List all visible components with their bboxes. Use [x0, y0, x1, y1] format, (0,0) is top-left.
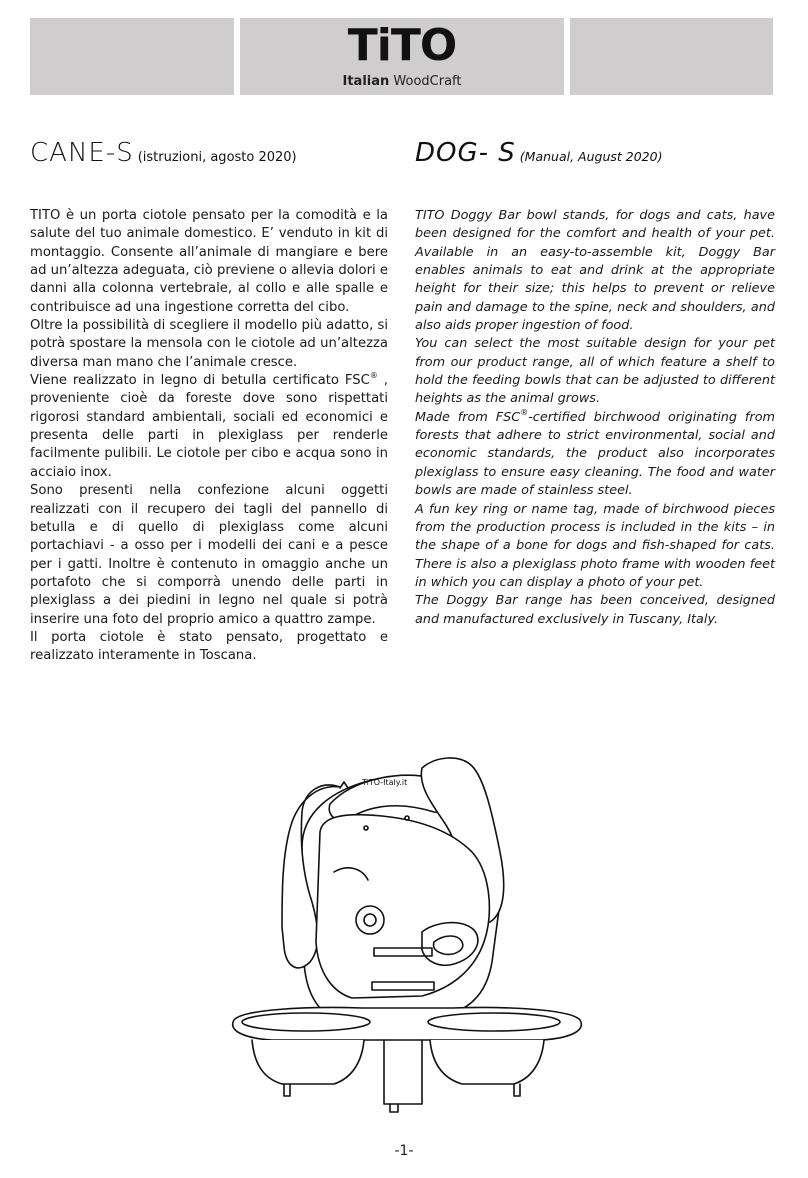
tagline-rest: WoodCraft — [393, 74, 462, 89]
engraving-text: TiTO-Italy.it — [362, 778, 408, 787]
title-italian-main: CANE-S — [30, 138, 134, 168]
registered-mark: ® — [520, 407, 529, 417]
english-paragraph-3 — [415, 409, 775, 501]
brand-tagline — [240, 74, 564, 90]
dog-bowl-stand-illustration — [222, 752, 588, 1118]
italian-paragraph-3 — [30, 372, 388, 482]
english-text-column — [415, 207, 775, 629]
brand-logo — [240, 18, 564, 95]
page-number: -1- — [394, 1143, 414, 1159]
english-p3-start: Made from FSC — [415, 409, 521, 425]
title-english-main: DOG- S — [415, 138, 516, 168]
italian-paragraph-4: Sono presenti nella confezione alcuni oggetti realizzati con il recupero dei tagli del pannello di betulla e di quello di plexiglass come alcuni portachiavi - a osso per i modelli dei cani e a pesce per i gatti. Inoltre è contenuto in omaggio anche un portafoto che si comporrà unendo delle parti in plexiglass a dei piedini in legno nel quale si potrà inserire una foto del proprio amico a quattro zampe. — [30, 483, 388, 627]
title-italian — [30, 138, 297, 168]
italian-p3-start: Viene realizzato in legno di betulla certificato FSC — [30, 373, 370, 389]
header-bar-right — [570, 18, 773, 95]
brand-name: TiTO — [347, 20, 457, 71]
tagline-bold: Italian — [342, 74, 390, 89]
english-paragraph-5: The Doggy Bar range has been conceived, designed and manufactured exclusively in Tuscany, Italy. — [415, 593, 775, 627]
italian-paragraph-5: Il porta ciotole è stato pensato, progettato e realizzato interamente in Toscana. — [30, 629, 388, 664]
english-paragraph-2: You can select the most suitable design for your pet from our product range, all of which feature a shelf to hold the feeding bowls that can be adjusted to different heights as the animal grows. — [415, 336, 775, 407]
title-italian-sub: (istruzioni, agosto 2020) — [137, 150, 297, 165]
italian-p3-end: , proveniente cioè da foreste dove sono rispettati rigorosi standard ambientali, sociali ed economici e presenta delle parti in plexiglass per renderle facilmente pulibili. Le ciotole per cibo e acqua sono in acciaio inox. — [30, 373, 388, 480]
header-bar-left — [30, 18, 234, 95]
english-paragraph-4: A fun key ring or name tag, made of birchwood pieces from the production process is included in the kits – in the shape of a bone for dogs and fish-shaped for cats. There is also a plexiglass photo frame with wooden feet in which you can display a photo of your pet. — [415, 501, 775, 590]
title-english-sub: (Manual, August 2020) — [519, 149, 663, 164]
italian-text-column — [30, 207, 388, 666]
registered-mark: ® — [369, 371, 378, 381]
english-paragraph-1: TITO Doggy Bar bowl stands, for dogs and cats, have been designed for the comfort and health of your pet. Available in an easy-to-assemble kit, Doggy Bar enables animals to eat and drink at the appropriate height for their size; this helps to prevent or relieve pain and damage to the spine, neck and shoulders, and also aids proper ingestion of food. — [415, 208, 775, 334]
italian-paragraph-1: TITO è un porta ciotole pensato per la comodità e la salute del tuo animale domestico. E’ venduto in kit di montaggio. Consente all’animale di mangiare e bere ad un’altezza adeguata, ciò previene o allevia dolori e danni alla colonna vertebrale, al collo e alle spalle e contribuisce ad una ingestione corretta del cibo. — [30, 208, 388, 315]
title-english — [415, 138, 662, 168]
italian-paragraph-2: Oltre la possibilità di scegliere il modello più adatto, si potrà spostare la mensola con le ciotole ad un’altezza diversa man mano che l’animale cresce. — [30, 318, 388, 370]
english-p3-end: -certified birchwood originating from forests that adhere to strict environmental, social and economic standards, the product also incorporates plexiglass to ensure easy cleaning. The food and water bowls are made of stainless steel. — [415, 409, 775, 499]
